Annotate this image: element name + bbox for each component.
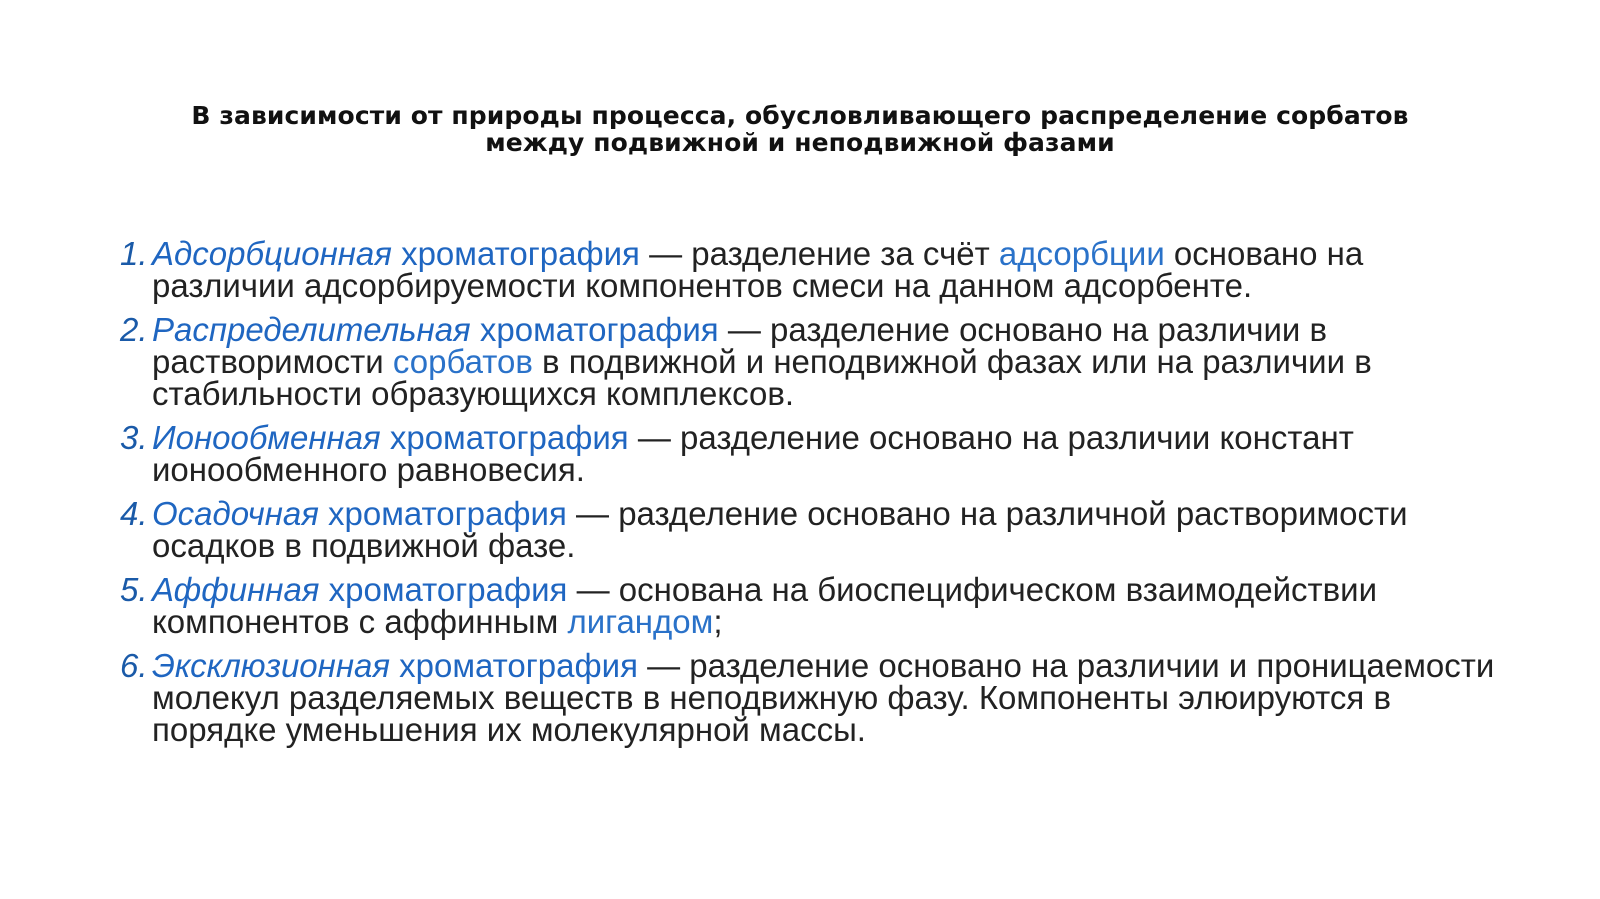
- heading-line-2: между подвижной и неподвижной фазами: [485, 128, 1115, 157]
- heading-line-1: В зависимости от природы процесса, обусловливающего распределение сорбатов: [191, 101, 1409, 130]
- term-precipitation: Осадочная: [152, 495, 319, 532]
- chromatography-types-list: [120, 235, 1500, 758]
- list-item-precipitation: [120, 495, 1500, 564]
- item-text: — разделение за счёт: [639, 235, 999, 272]
- list-item-ion-exchange: [120, 419, 1500, 488]
- item-text-cont: в подвижной и неподвижной фазах или на различии в стабильности образующихся комплексов.: [152, 343, 1372, 412]
- link-ligand[interactable]: лигандом: [567, 603, 714, 640]
- item-text: — основана на биоспецифическом взаимодействии компонентов с аффинным: [152, 571, 1378, 640]
- item-text: — разделение основано на различной растворимости осадков в подвижной фазе.: [152, 495, 1408, 564]
- list-item-affinity: [120, 571, 1500, 640]
- term-chromatography: хроматография: [328, 495, 567, 532]
- link-adsorption[interactable]: адсорбции: [998, 235, 1165, 272]
- term-partition: Распределительная: [152, 311, 471, 348]
- item-number: 2.: [120, 311, 148, 348]
- item-number: 3.: [120, 419, 148, 456]
- term-chromatography: хроматография: [389, 419, 629, 456]
- term-chromatography: хроматография: [479, 311, 719, 348]
- item-text-cont: основано на различии адсорбируемости компонентов смеси на данном адсорбенте.: [152, 235, 1364, 304]
- term-chromatography: хроматография: [328, 571, 568, 608]
- term-chromatography: хроматография: [399, 647, 638, 684]
- item-text: — разделение основано на различии констант ионообменного равновесия.: [152, 419, 1354, 488]
- item-text: — разделение основано на различии в растворимости: [152, 311, 1328, 380]
- item-number: 4.: [120, 495, 148, 532]
- item-text-cont: ;: [713, 603, 723, 640]
- term-adsorption: Адсорбционная: [152, 235, 392, 272]
- term-exclusion: Эксклюзионная: [152, 647, 390, 684]
- list-item-partition: [120, 311, 1500, 412]
- item-number: 5.: [120, 571, 148, 608]
- list-item-adsorption: [120, 235, 1500, 304]
- item-number: 1.: [120, 235, 148, 272]
- link-sorbates[interactable]: сорбатов: [392, 343, 533, 380]
- slide-heading: [100, 102, 1500, 156]
- item-text: — разделение основано на различии и проницаемости молекул разделяемых веществ в неподвижную фазу. Компоненты элюируются в порядке уменьшения их молекулярной массы.: [152, 647, 1495, 748]
- list-item-exclusion: [120, 647, 1500, 748]
- item-number: 6.: [120, 647, 148, 684]
- term-chromatography: хроматография: [401, 235, 640, 272]
- term-ion-exchange: Ионообменная: [152, 419, 381, 456]
- term-affinity: Аффинная: [152, 571, 320, 608]
